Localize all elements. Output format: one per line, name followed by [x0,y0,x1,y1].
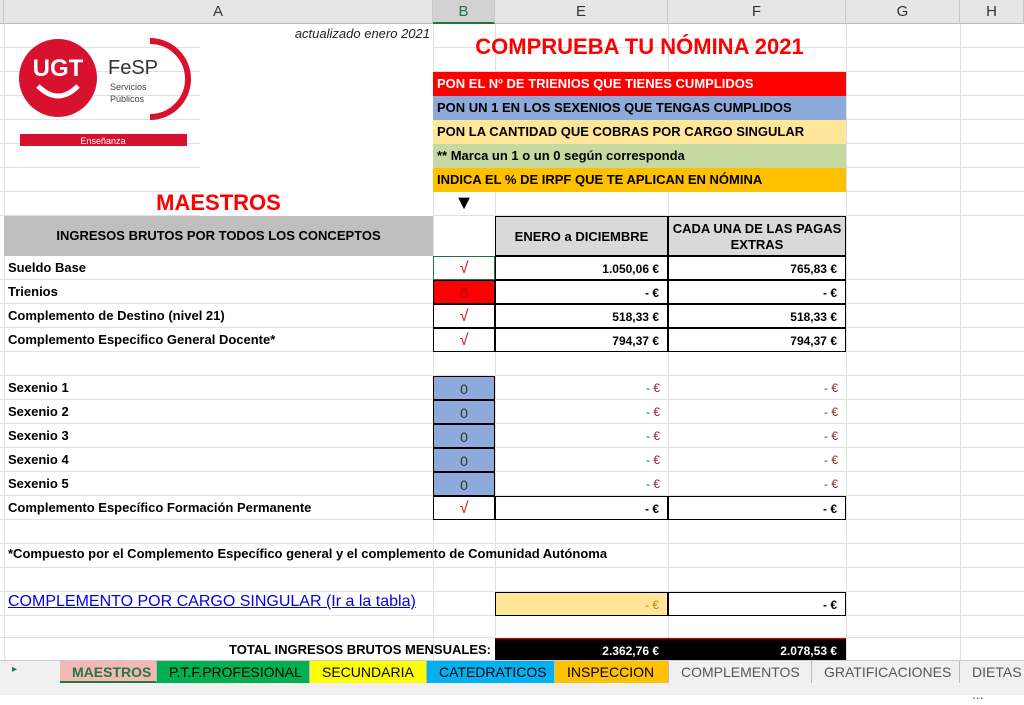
gridline [0,567,1024,568]
svg-text:Enseñanza: Enseñanza [80,136,126,146]
column-header-g[interactable]: G [846,0,960,24]
monthly-value: - € [645,429,660,443]
row-label: Complemento de Destino (nivel 21) [8,308,225,323]
cargo-extra-value: - € [668,592,846,616]
row-label: Sexenio 5 [8,476,69,491]
total-extra: 2.078,53 € [668,638,846,661]
input-cell-b[interactable]: 0 [433,472,495,496]
sheet-tab[interactable]: DIETAS ... [960,661,1024,683]
sheet-tab[interactable]: GRATIFICACIONES [812,661,960,683]
total-monthly: 2.362,76 € [495,638,668,661]
instruction-banner: PON EL Nº DE TRIENIOS QUE TIENES CUMPLIDOS [433,72,846,96]
section-title: MAESTROS [156,190,281,215]
row-label: Sueldo Base [8,260,87,275]
extra-value: - € [823,381,838,395]
input-cell-b[interactable]: 0 [433,400,495,424]
input-cell-b[interactable]: √ [433,256,495,280]
column-header-a[interactable]: A [4,0,433,24]
column-header-f[interactable]: F [668,0,846,24]
scroll-tabs-icon[interactable]: ▸ [12,664,18,675]
extra-value: 794,37 € [668,328,846,352]
extra-value: 765,83 € [668,256,846,280]
extra-value: 518,33 € [668,304,846,328]
updated-note: actualizado enero 2021 [294,26,430,41]
input-cell-b[interactable]: √ [433,328,495,352]
monthly-value: - € [495,496,668,520]
row-label: Sexenio 2 [8,404,69,419]
gridline [846,24,847,660]
logo-area-bg [200,24,433,216]
sheet-tab[interactable]: SECUNDARIA [310,661,427,683]
gridline [960,24,961,660]
instruction-banner: ** Marca un 1 o un 0 según corresponda [433,144,846,168]
row-label: Sexenio 4 [8,452,69,467]
column-header-b[interactable]: B [433,0,495,24]
monthly-value: - € [645,381,660,395]
input-cell-b[interactable]: 0 [433,280,495,304]
extra-value: - € [668,496,846,520]
sheet-tab[interactable]: CATEDRATICOS [427,661,555,683]
input-cell-b[interactable]: √ [433,304,495,328]
row-label: Trienios [8,284,58,299]
sheet-tab[interactable]: COMPLEMENTOS [669,661,812,683]
input-cell-b[interactable]: √ [433,496,495,520]
gridline [0,543,1024,544]
extra-value: - € [823,453,838,467]
extra-header: CADA UNA DE LAS PAGAS EXTRAS [668,216,846,256]
row-label: Complemento Específico Formación Permanente [8,500,312,515]
extra-value: - € [823,477,838,491]
page-title: COMPRUEBA TU NÓMINA 2021 [475,34,804,59]
row-label: Complemento Especifico General Docente* [8,332,276,347]
monthly-header: ENERO a DICIEMBRE [495,216,668,256]
input-cell-b[interactable]: 0 [433,448,495,472]
row-label: Sexenio 1 [8,380,69,395]
instruction-banner: PON LA CANTIDAD QUE COBRAS POR CARGO SINGULAR [433,120,846,144]
extra-value: - € [823,429,838,443]
cargo-monthly-input[interactable]: - € [495,592,668,616]
svg-text:Públicos: Públicos [110,94,145,104]
monthly-value: - € [645,477,660,491]
row-label: Sexenio 3 [8,428,69,443]
footnote: *Compuesto por el Complemento Específico general y el complemento de Comunidad Autónoma [8,546,608,561]
instruction-banner: INDICA EL % DE IRPF QUE TE APLICAN EN NÓMINA [433,168,846,192]
instruction-banner: PON UN 1 EN LOS SEXENIOS QUE TENGAS CUMPLIDOS [433,96,846,120]
arrow-down-icon: ▼ [454,192,474,214]
monthly-value: 794,37 € [495,328,668,352]
cargo-singular-link[interactable]: COMPLEMENTO POR CARGO SINGULAR (Ir a la tabla) [8,593,416,610]
extra-value: - € [823,405,838,419]
sheet-tab[interactable]: MAESTROS [60,661,157,683]
ugt-fesp-logo [18,36,193,148]
monthly-value: - € [645,453,660,467]
svg-text:UGT: UGT [32,55,84,82]
total-label: TOTAL INGRESOS BRUTOS MENSUALES: [229,642,491,657]
monthly-value: 518,33 € [495,304,668,328]
column-header-e[interactable]: E [495,0,668,24]
monthly-value: - € [495,280,668,304]
concept-header: INGRESOS BRUTOS POR TODOS LOS CONCEPTOS [4,216,433,256]
extra-value: - € [668,280,846,304]
column-header-h[interactable]: H [960,0,1024,24]
input-cell-b[interactable]: 0 [433,376,495,400]
monthly-value: 1.050,06 € [495,256,668,280]
sheet-tab[interactable]: INSPECCION [555,661,669,683]
monthly-value: - € [645,405,660,419]
input-cell-b[interactable]: 0 [433,424,495,448]
svg-text:FeSP: FeSP [108,57,159,79]
sheet-tab[interactable]: P.T.F.PROFESIONAL [157,661,310,683]
svg-text:Servicios: Servicios [110,82,147,92]
